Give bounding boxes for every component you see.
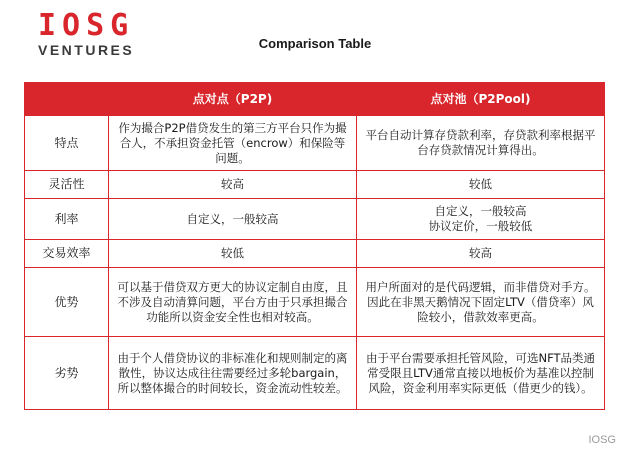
p2pool-cell: 自定义，一般较高 协议定价，一般较低 — [357, 199, 605, 240]
table-row — [25, 240, 605, 268]
row-label: 特点 — [25, 116, 109, 171]
p2p-cell: 较低 — [109, 240, 357, 268]
row-label: 交易效率 — [25, 240, 109, 268]
row-label: 优势 — [25, 268, 109, 337]
table-row — [25, 337, 605, 410]
header-p2p: 点对点（P2P) — [109, 83, 357, 116]
p2pool-cell: 用户所面对的是代码逻辑，而非借贷对手方。因此在非黑天鹅情况下固定LTV（借贷率）风险较小，借款效率更高。 — [357, 268, 605, 337]
comparison-table — [24, 82, 605, 410]
row-label: 利率 — [25, 199, 109, 240]
watermark: IOSG — [588, 434, 616, 446]
logo-mark: IOSG — [38, 8, 135, 43]
p2p-cell: 作为撮合P2P借贷发生的第三方平台只作为撮合人，不承担资金托管（encrow）和保险等问题。 — [109, 116, 357, 171]
page-title: Comparison Table — [258, 36, 372, 51]
row-label: 灵活性 — [25, 171, 109, 199]
p2p-cell: 自定义，一般较高 — [109, 199, 357, 240]
header-p2pool: 点对池（P2Pool) — [357, 83, 605, 116]
p2pool-cell: 平台自动计算存贷款利率，存贷款利率根据平台存贷款情况计算得出。 — [357, 116, 605, 171]
table-row — [25, 116, 605, 171]
table-row — [25, 171, 605, 199]
p2pool-cell: 较低 — [357, 171, 605, 199]
row-label: 劣势 — [25, 337, 109, 410]
p2p-cell: 可以基于借贷双方更大的协议定制自由度，且不涉及自动清算问题，平台方由于只承担撮合功能所以资金安全性也相对较高。 — [109, 268, 357, 337]
logo-subtitle: VENTURES — [38, 42, 135, 58]
p2pool-cell: 由于平台需要承担托管风险，可选NFT品类通常受限且LTV通常直接以地板价为基准以控制风险，资金利用率实际更低（借更少的钱）。 — [357, 337, 605, 410]
p2p-cell: 由于个人借贷协议的非标准化和规则制定的离散性，协议达成往往需要经过多轮bargain，所以整体撮合的时间较长，资金流动性较差。 — [109, 337, 357, 410]
p2pool-cell: 较高 — [357, 240, 605, 268]
header-empty — [25, 83, 109, 116]
p2p-cell: 较高 — [109, 171, 357, 199]
table-row — [25, 268, 605, 337]
table-header-row — [25, 83, 605, 116]
table-row — [25, 199, 605, 240]
